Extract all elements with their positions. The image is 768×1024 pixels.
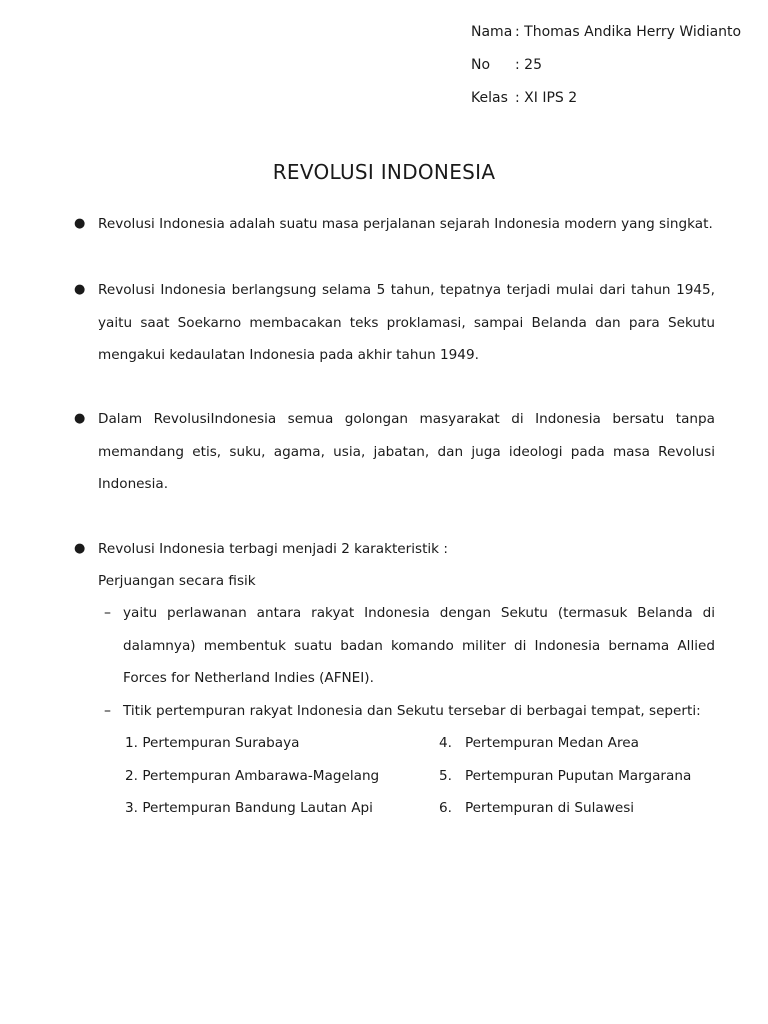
subheading: Perjuangan secara fisik: [98, 573, 256, 589]
list-number: 5.: [439, 768, 452, 784]
list-text: Pertempuran Surabaya: [142, 735, 300, 751]
list-number: 3.: [125, 800, 138, 816]
dash-icon: –: [104, 703, 111, 719]
bullet-text-2: Revolusi Indonesia berlangsung selama 5 tahun, tepatnya terjadi mulai dari tahun 1945, yaitu saat Soekarno membacakan teks proklamasi, sampai Belanda dan para Sekutu mengakui kedaulatan Indonesia pada akhir tahun 1949.: [98, 282, 715, 363]
class-value: : XI IPS 2: [515, 90, 578, 106]
dash-text-1: yaitu perlawanan antara rakyat Indonesia dengan Sekutu (termasuk Belanda di dalamnya) membentuk suatu badan komando militer di Indonesia bernama Allied Forces for Netherland Indies (AFNEI).: [123, 605, 715, 686]
number-label: No: [471, 57, 491, 73]
bullet-icon: ●: [74, 216, 86, 231]
list-text: Pertempuran Bandung Lautan Api: [142, 800, 373, 816]
bullet-text-4: Revolusi Indonesia terbagi menjadi 2 karakteristik :: [98, 541, 448, 557]
list-text: Pertempuran Ambarawa-Magelang: [142, 768, 380, 784]
list-number: 4.: [439, 735, 452, 751]
student-class: [471, 90, 577, 106]
list-number: 2.: [125, 768, 138, 784]
number-value: : 25: [515, 57, 542, 73]
list-text: Pertempuran Medan Area: [464, 735, 639, 751]
list-number: 6.: [439, 800, 452, 816]
bullet-icon: ●: [74, 411, 86, 426]
dash-icon: –: [104, 605, 111, 621]
list-item: [439, 800, 634, 816]
list-item: [125, 800, 373, 816]
student-name: [471, 24, 741, 40]
page-title: REVOLUSI INDONESIA: [272, 160, 496, 184]
list-item: [125, 768, 379, 784]
list-item: [125, 735, 300, 751]
dash-text-2: Titik pertempuran rakyat Indonesia dan Sekutu tersebar di berbagai tempat, seperti:: [123, 703, 701, 719]
class-label: Kelas: [471, 90, 508, 106]
name-label: Nama: [471, 24, 513, 40]
list-item: [439, 768, 691, 784]
list-item: [439, 735, 639, 751]
list-text: Pertempuran di Sulawesi: [464, 800, 635, 816]
name-value: : Thomas Andika Herry Widianto: [515, 24, 742, 40]
list-number: 1.: [125, 735, 138, 751]
bullet-text-3: Dalam RevolusiIndonesia semua golongan masyarakat di Indonesia bersatu tanpa memandang etis, suku, agama, usia, jabatan, dan juga ideologi pada masa Revolusi Indonesia.: [98, 411, 715, 492]
student-number: [471, 57, 542, 73]
bullet-icon: ●: [74, 282, 86, 297]
list-text: Pertempuran Puputan Margarana: [464, 768, 692, 784]
bullet-text-1: Revolusi Indonesia adalah suatu masa perjalanan sejarah Indonesia modern yang singkat.: [98, 216, 713, 232]
bullet-icon: ●: [74, 541, 86, 556]
